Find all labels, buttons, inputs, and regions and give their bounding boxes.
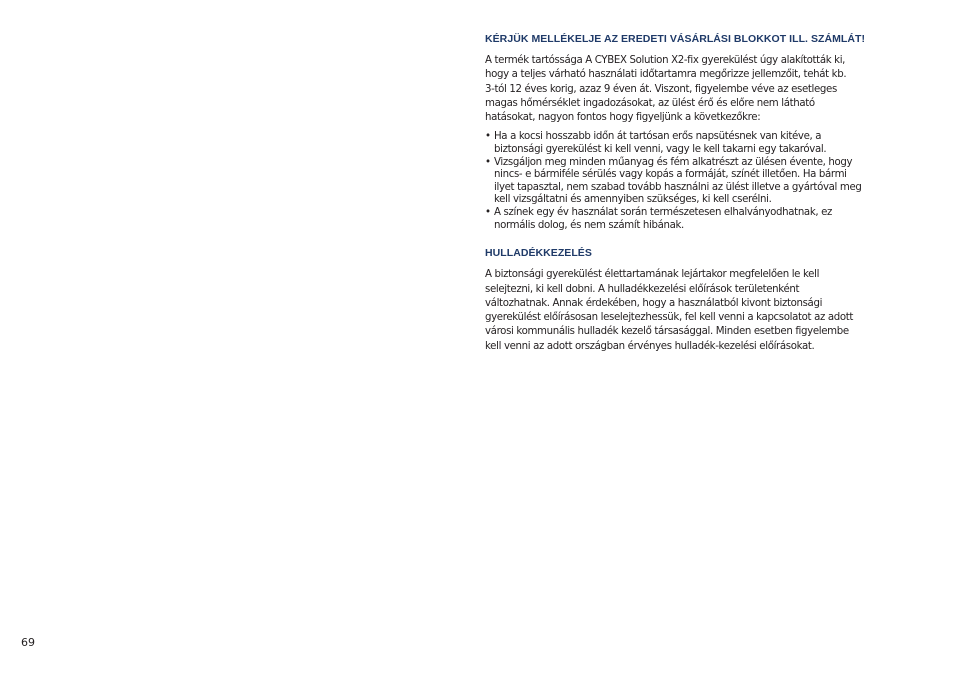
bullet-line: ilyet tapasztal, nem szabad tovább használni az ülést illetve a gyártóval meg [494, 181, 862, 193]
bullet-line: kell vizsgáltatni és amennyiben szükséges, ki kell cserélni. [494, 194, 772, 206]
bullet-line: normális dolog, és nem számít hibának. [494, 219, 684, 231]
bullet-icon: • [485, 131, 491, 143]
bullet-icon: • [485, 207, 491, 219]
care-bullet-list [485, 131, 925, 232]
paragraph-line: 3-tól 12 éves korig, azaz 9 éven át. Viszont, figyelembe véve az esetleges [485, 83, 837, 95]
manual-column [485, 32, 925, 354]
page-number: 69 [21, 636, 35, 649]
paragraph-line: A biztonsági gyerekülést élettartamának lejártakor megfelelően le kell [485, 269, 820, 281]
bullet-line: nincs- e bármiféle sérülés vagy kopás a formáját, színét illetően. Ha bármi [494, 169, 847, 181]
paragraph-line: kell venni az adott országban érvényes hulladék-kezelési előírásokat. [485, 340, 815, 352]
waste-disposal-paragraph [485, 268, 925, 354]
paragraph-line: hogy a teljes várható használati időtartamra megőrizze jellemzőit, tehát kb. [485, 69, 847, 81]
paragraph-line: selejtezni, ki kell dobni. A hulladékkezelési előírások területenként [485, 283, 800, 295]
bullet-line: A színek egy év használat során természetesen elhalványodhatnak, ez [494, 207, 833, 219]
bullet-line: Ha a kocsi hosszabb időn át tartósan erős napsütésnek van kitéve, a [494, 131, 822, 143]
bullet-item-inspection [485, 157, 925, 207]
bullet-item-sunlight [485, 131, 925, 156]
bullet-icon: • [485, 156, 491, 168]
bullet-line: Vizsgáljon meg minden műanyag és fém alkatrészt az ülésen évente, hogy [494, 156, 853, 168]
paragraph-line: változhatnak. Annak érdekében, hogy a használatból kivont biztonsági [485, 297, 823, 309]
paragraph-line: városi kommunális hulladék kezelő társasággal. Minden esetben figyelembe [485, 326, 849, 338]
bullet-line: biztonsági gyerekülést ki kell venni, vagy le kell takarni egy takaróval. [494, 144, 827, 156]
waste-disposal-heading: HULLADÉKKEZELÉS [485, 247, 592, 260]
paragraph-line: gyerekülést előírásosan leselejtezhessük, fel kell venni a kapcsolatot az adott [485, 312, 854, 324]
receipt-heading: KÉRJÜK MELLÉKELJE AZ EREDETI VÁSÁRLÁSI BLOKKOT ILL. SZÁMLÁT! [485, 33, 866, 45]
paragraph-line: A termék tartóssága A CYBEX Solution X2-fix gyerekülést úgy alakították ki, [485, 55, 846, 66]
paragraph-line: magas hőmérséklet ingadozásokat, az ülést érő és előre nem látható [485, 97, 815, 109]
bullet-item-colors [485, 207, 925, 232]
durability-paragraph [485, 54, 925, 125]
paragraph-line: hatásokat, nagyon fontos hogy figyeljünk a következőkre: [485, 112, 761, 124]
